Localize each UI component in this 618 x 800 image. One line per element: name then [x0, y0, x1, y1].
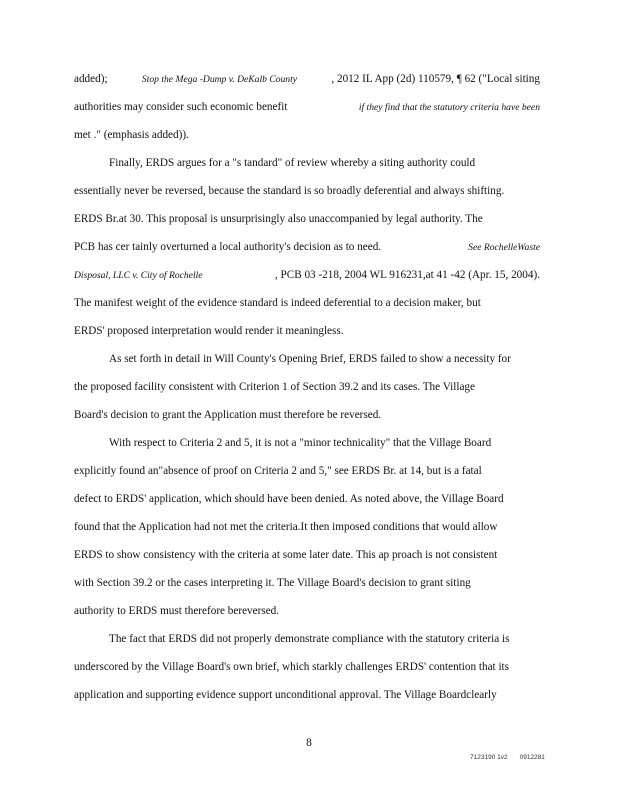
text-line: [74, 604, 540, 618]
text-run: The manifest weight of the evidence standard is indeed deferential to a decision maker, but: [74, 297, 481, 309]
text-run: defect to ERDS' application, which should have been denied. As noted above, the Village Board: [74, 493, 504, 505]
text-line: [74, 324, 540, 338]
text-line: [109, 156, 540, 170]
text-run: ERDS' proposed interpretation would render it meaningless.: [74, 325, 344, 337]
page-number: 8: [306, 737, 312, 749]
text-run: with Section 39.2 or the cases interpreting it. The Village Board's decision to grant siting: [74, 577, 471, 589]
text-line: [74, 380, 540, 394]
text-run: met ." (emphasis added)).: [74, 129, 189, 141]
case-citation-italic: Disposal, LLC v. City of Rochelle: [74, 270, 203, 281]
text-line: [74, 576, 540, 590]
text-line: [74, 268, 540, 283]
text-line: [74, 296, 540, 310]
text-run: explicitly found an"absence of proof on Criteria 2 and 5," see ERDS Br. at 14, but is a fatal: [74, 465, 482, 477]
emphasis-italic: if they find that the statutory criteria have been: [358, 102, 540, 113]
text-line: [74, 212, 540, 226]
case-citation-italic: Stop the Mega -Dump v. DeKalb County: [141, 74, 298, 85]
text-line: [74, 72, 540, 87]
text-run: underscored by the Village Board's own brief, which starkly challenges ERDS' contention that its: [74, 661, 510, 673]
text-line: [74, 184, 540, 198]
text-run: found that the Application had not met the criteria.It then imposed conditions that would allow: [74, 521, 498, 533]
document-id: 7123190 1v2: [470, 754, 508, 761]
text-line: [74, 100, 540, 115]
text-run: ERDS to show consistency with the criteria at some later date. This ap proach is not consistent: [74, 549, 498, 561]
text-run: authority to ERDS must therefore bereversed.: [74, 605, 280, 617]
text-run: authorities may consider such economic benefit: [74, 101, 288, 113]
text-line: [74, 464, 540, 478]
text-run: Board's decision to grant the Application must therefore be reversed.: [74, 409, 382, 421]
text-line: [74, 408, 540, 422]
text-run: , 2012 IL App (2d) 110579, ¶ 62 ("Local siting: [331, 73, 540, 85]
document-id-footer: [470, 754, 545, 761]
text-line: [74, 548, 540, 562]
text-line: [74, 660, 540, 674]
text-run: ERDS Br.at 30. This proposal is unsurprisingly also unaccompanied by legal authority. The: [74, 213, 483, 225]
text-line: [109, 352, 540, 366]
text-run: Finally, ERDS argues for a "s tandard" of review whereby a siting authority could: [109, 157, 476, 169]
text-run: essentially never be reversed, because the standard is so broadly deferential and always shifting.: [74, 185, 505, 197]
text-line: [74, 128, 540, 142]
text-run: application and supporting evidence support unconditional approval. The Village Boardclearly: [74, 689, 497, 701]
text-run: With respect to Criteria 2 and 5, it is not a "minor technicality" that the Village Board: [109, 437, 492, 449]
text-run: The fact that ERDS did not properly demonstrate compliance with the statutory criteria is: [109, 633, 510, 645]
case-citation-italic: See RochelleWaste: [468, 242, 540, 253]
text-line: [109, 436, 540, 450]
text-line: [74, 520, 540, 534]
text-run: PCB has cer tainly overturned a local authority's decision as to need.: [74, 241, 382, 253]
text-run: the proposed facility consistent with Criterion 1 of Section 39.2 and its cases. The Village: [74, 381, 475, 393]
text-run: added);: [74, 73, 108, 85]
text-line: [74, 688, 540, 702]
document-code: 0912281: [519, 754, 545, 761]
text-run: As set forth in detail in Will County's Opening Brief, ERDS failed to show a necessity for: [109, 353, 511, 365]
text-line: [74, 492, 540, 506]
text-line: [109, 632, 540, 646]
text-line: [74, 240, 540, 255]
text-run: , PCB 03 -218, 2004 WL 916231,at 41 -42 (Apr. 15, 2004).: [274, 269, 540, 281]
